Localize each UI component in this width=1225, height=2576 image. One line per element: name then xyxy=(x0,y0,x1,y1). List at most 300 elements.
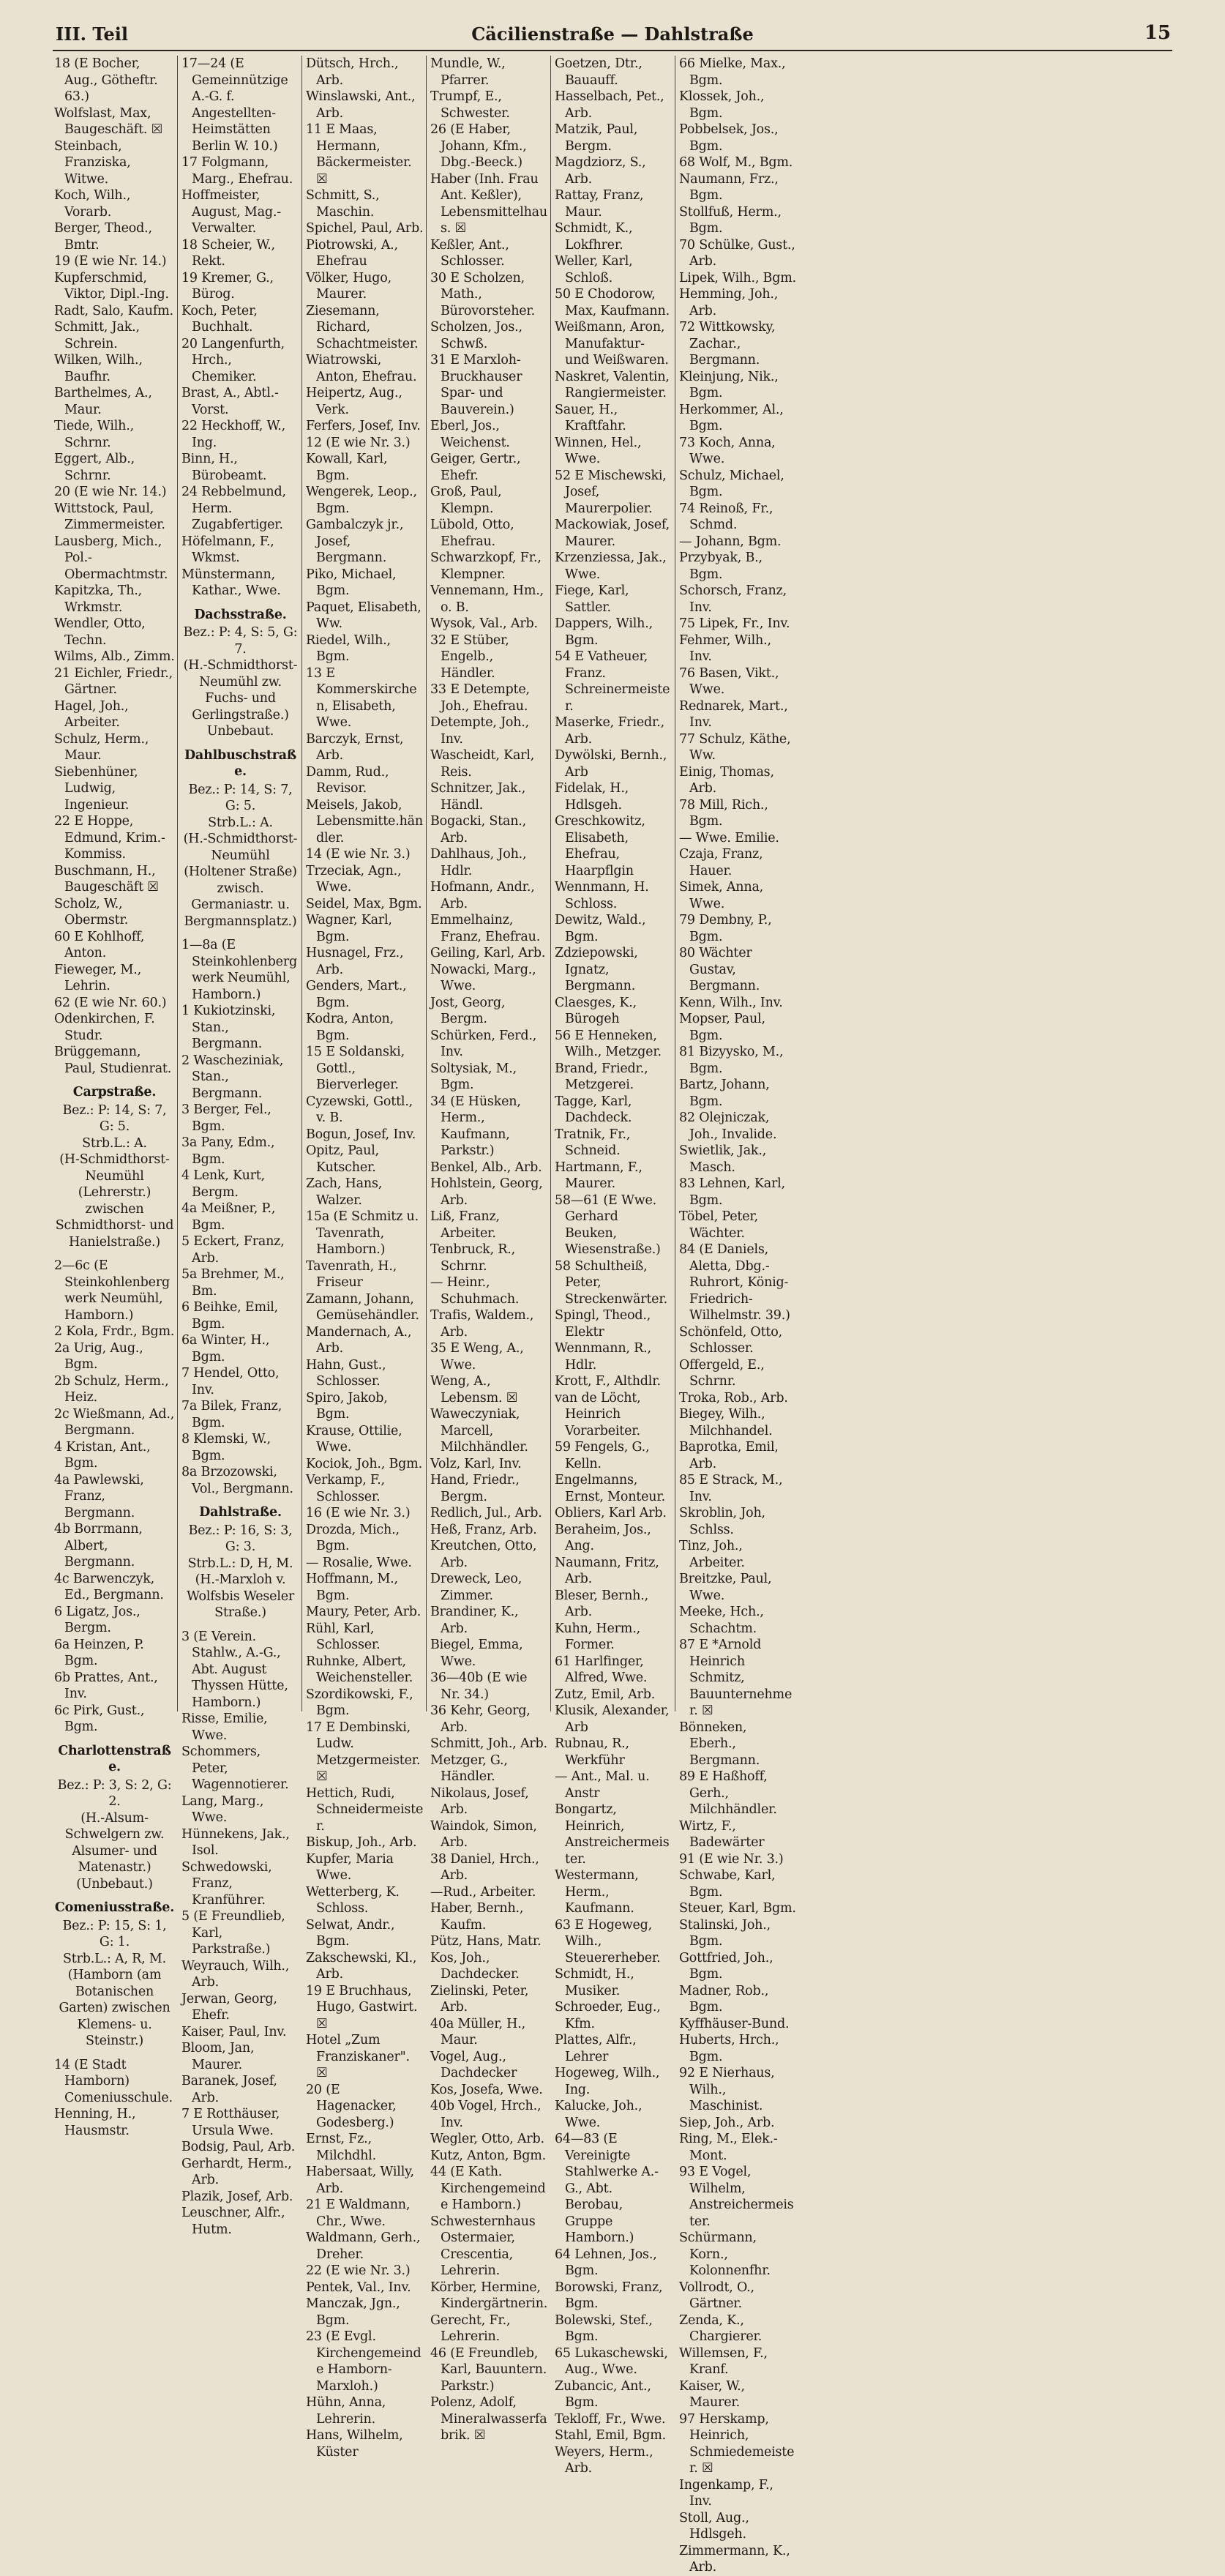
directory-entry: Hogeweg, Wilh., Ing. xyxy=(555,2066,660,2097)
directory-entry: Schmidt, H., Musiker. xyxy=(555,1967,634,1998)
directory-entry: Lübold, Otto, Ehefrau. xyxy=(430,518,514,549)
directory-entry: 70 Schülke, Gust., Arb. xyxy=(679,237,795,269)
directory-entry: Dappers, Wilh., Bgm. xyxy=(555,616,653,648)
street-heading: Dahlbuschstraße. xyxy=(184,747,297,779)
directory-entry: Dewitz, Wald., Bgm. xyxy=(555,913,646,944)
directory-entry: 60 E Kohlhoff, Anton. xyxy=(54,929,145,960)
directory-entry: Stahl, Emil, Bgm. xyxy=(555,2428,666,2443)
directory-entry: Winnen, Hel., Wwe. xyxy=(555,435,642,466)
directory-entry: Gerhardt, Herm., Arb. xyxy=(181,2156,292,2187)
directory-entry: Tratnik, Fr., Schneid. xyxy=(555,1127,631,1158)
directory-entry: Klusik, Alexander, Arb xyxy=(555,1703,670,1735)
directory-entry: 15 E Soldanski, Gottl., Bierverleger. xyxy=(306,1045,405,1092)
street-info: Strb.L.: D, H, M. xyxy=(187,1556,293,1571)
directory-entry: Keßler, Ant., Schlosser. xyxy=(430,237,509,269)
directory-entry: Wysok, Val., Arb. xyxy=(430,616,538,631)
column-3 xyxy=(301,56,426,2460)
directory-entry: Hagel, Joh., Arbeiter. xyxy=(54,698,129,730)
directory-entry: Lausberg, Mich., Pol.-Obermachtmstr. xyxy=(54,534,168,582)
directory-entry: Winslawski, Ant., Arb. xyxy=(306,89,416,121)
directory-entry: Schmitt, Jak., Schrein. xyxy=(54,320,140,351)
directory-entry: 50 E Chodorow, Max, Kaufmann. xyxy=(555,287,670,318)
directory-entry: 20 (E Hagenacker, Godesberg.) xyxy=(306,2082,397,2130)
directory-entry: Hühn, Anna, Lehrerin. xyxy=(306,2395,386,2427)
directory-entry: Höfelmann, F., Wkmst. xyxy=(181,534,274,565)
directory-entry: Husnagel, Frz., Arb. xyxy=(306,946,404,977)
directory-entry: Nowacki, Marg., Wwe. xyxy=(430,962,536,993)
directory-entry: Steinbach, Franziska, Witwe. xyxy=(54,138,131,187)
directory-entry: Ferfers, Josef, Inv. xyxy=(306,419,421,433)
directory-entry: Kreutchen, Otto, Arb. xyxy=(430,1539,537,1570)
directory-entry: 26 (E Haber, Johann, Kfm., Dbg.-Beeck.) xyxy=(430,122,527,170)
directory-entry: 4b Borrmann, Albert, Bergmann. xyxy=(54,1522,143,1569)
directory-entry: Kodra, Anton, Bgm. xyxy=(306,1012,394,1043)
directory-entry: Schorsch, Franz, Inv. xyxy=(679,583,787,615)
street-info: Bez.: P: 3, S: 2, G: 2. xyxy=(57,1777,172,1809)
directory-entry: Hotel „Zum Franziskaner". ☒ xyxy=(306,2033,410,2080)
directory-entry: 24 Rebbelmund, Herm. Zugabfertiger. xyxy=(181,485,286,532)
directory-entry: 17 E Dembinski, Ludw. Metzgermeister. ☒ xyxy=(306,1720,421,1784)
directory-entry: 2—6c (E Steinkohlenbergwerk Neumühl, Hamborn.) xyxy=(54,1258,171,1323)
directory-entry: Heß, Franz, Arb. xyxy=(430,1522,537,1537)
directory-entry: Schmidt, K., Lokfhrer. xyxy=(555,221,633,253)
directory-entry: 89 E Haßhoff, Gerh., Milchhändler. xyxy=(679,1769,777,1817)
directory-entry: 19 Kremer, G., Bürog. xyxy=(181,270,274,302)
directory-entry: 7 Hendel, Otto, Inv. xyxy=(181,1366,280,1397)
directory-entry: Geiling, Karl, Arb. xyxy=(430,946,546,960)
column-1 xyxy=(53,56,177,2138)
directory-entry: Bongartz, Heinrich, Anstreichermeister. xyxy=(555,1802,670,1867)
directory-entry: Leuschner, Alfr., Hutm. xyxy=(181,2206,285,2237)
directory-entry: — Heinr., Schuhmach. xyxy=(430,1275,520,1307)
directory-entry: Gerecht, Fr., Lehrerin. xyxy=(430,2312,511,2344)
directory-entry: Meisels, Jakob, Lebensmitte.händler. xyxy=(306,797,423,845)
directory-entry: Goetzen, Dtr., Bauauff. xyxy=(555,56,643,88)
directory-entry: Barthelmes, A., Maur. xyxy=(54,386,152,417)
street-info: Bez.: P: 14, S: 7, G: 5. xyxy=(188,782,293,813)
directory-entry: Fieweger, M., Lehrin. xyxy=(54,962,142,993)
directory-entry: Waldmann, Gerh., Dreher. xyxy=(306,2230,421,2262)
street-heading: Carpstraße. xyxy=(72,1085,157,1100)
directory-entry: Kos, Joh., Dachdecker. xyxy=(430,1950,520,1982)
directory-entry: Hoffmann, M., Bgm. xyxy=(306,1572,398,1603)
directory-entry: Piko, Michael, Bgm. xyxy=(306,567,397,598)
street-info: (H.-Schmidthorst-Neumühl zw. Fuchs- und Gerlingstraße.) xyxy=(183,658,298,723)
directory-entry: 4c Barwenczyk, Ed., Bergmann. xyxy=(54,1571,164,1602)
directory-entry: Kaiser, W., Maurer. xyxy=(679,2378,745,2410)
directory-entry: Vollrodt, O., Gärtner. xyxy=(679,2280,754,2311)
directory-entry: Naskret, Valentin, Rangiermeister. xyxy=(555,369,670,400)
directory-entry: 18 (E Bocher, Aug., Götheftr. 63.) xyxy=(54,56,158,104)
directory-entry: Hettich, Rudi, Schneidermeister. xyxy=(306,1785,424,1834)
directory-entry: 11 E Maas, Hermann, Bäckermeister. ☒ xyxy=(306,122,412,187)
directory-entry: 14 (E Stadt Hamborn) Comeniusschule. xyxy=(54,2057,173,2105)
street-info: (H.-Alsum-Schwelgern zw. Alsumer- und Matenastr.) xyxy=(64,1810,165,1875)
directory-entry: Schmitt, Joh., Arb. xyxy=(430,1736,547,1751)
directory-entry: Tenbruck, R., Schrnr. xyxy=(430,1242,516,1274)
directory-entry: Selwat, Andr., Bgm. xyxy=(306,1917,395,1949)
directory-entry: Damm, Rud., Revisor. xyxy=(306,764,389,796)
directory-entry: 17—24 (E Gemeinnützige A.-G. f. Angestellten-Heimstätten Berlin W. 10.) xyxy=(181,56,288,154)
directory-entry: 61 Harlfinger, Alfred, Wwe. xyxy=(555,1654,648,1685)
directory-entry: 31 E Marxloh-Bruckhauser Spar- und Bauverein.) xyxy=(430,353,522,417)
street-info: Bez.: P: 14, S: 7, G: 5. xyxy=(62,1102,167,1134)
directory-entry: Soltysiak, M., Bgm. xyxy=(430,1061,517,1092)
street-info: Unbebaut. xyxy=(206,724,274,739)
directory-entry: Claesges, K., Bürogeh xyxy=(555,995,637,1026)
directory-entry: 8a Brzozowski, Vol., Bergmann. xyxy=(181,1465,293,1496)
directory-entry: Bönneken, Eberh., Bergmann. xyxy=(679,1720,760,1768)
directory-entry: Siep, Joh., Arb. xyxy=(679,2115,775,2130)
spacer xyxy=(181,1621,299,1629)
directory-entry: Töbel, Peter, Wächter. xyxy=(679,1209,758,1241)
directory-entry: 30 E Scholzen, Math., Bürovorsteher. xyxy=(430,270,536,318)
directory-entry: Redlich, Jul., Arb. xyxy=(430,1506,542,1520)
directory-entry: Odenkirchen, F. Studr. xyxy=(54,1012,155,1043)
directory-entry: Hofmann, Andr., Arb. xyxy=(430,880,535,911)
directory-entry: Zimmermann, K., Arb. xyxy=(679,2543,790,2575)
directory-entry: Baranek, Josef, Arb. xyxy=(181,2074,277,2105)
directory-entry: Borowski, Franz, Bgm. xyxy=(555,2280,663,2311)
directory-entry: 78 Mill, Rich., Bgm. xyxy=(679,797,768,829)
directory-entry: 1 Kukiotzinski, Stan., Bergmann. xyxy=(181,1004,276,1051)
directory-entry: Weyrauch, Wilh., Arb. xyxy=(181,1958,290,1990)
street-info: Strb.L.: A. xyxy=(208,815,273,830)
column-5 xyxy=(550,56,675,2476)
directory-entry: 58—61 (E Wwe. Gerhard Beuken, Wiesenstraße.) xyxy=(555,1192,661,1257)
directory-entry: Greschkowitz, Elisabeth, Ehefrau, Haarpflgin xyxy=(555,814,645,878)
street-info: Strb.L.: A, R, M. xyxy=(63,1951,166,1966)
directory-entry: 32 E Stüber, Engelb., Händler. xyxy=(430,632,509,681)
directory-entry: 19 E Bruchhaus, Hugo, Gastwirt. ☒ xyxy=(306,1983,418,2031)
directory-entry: 40a Müller, H., Maur. xyxy=(430,2016,525,2047)
directory-entry: Benkel, Alb., Arb. xyxy=(430,1160,542,1175)
directory-entry: Kowall, Karl, Bgm. xyxy=(306,452,388,483)
directory-entry: 8 Klemski, W., Bgm. xyxy=(181,1432,271,1463)
directory-entry: 81 Bizyysko, M., Bgm. xyxy=(679,1045,784,1076)
directory-entry: Fehmer, Wilh., Inv. xyxy=(679,632,771,664)
directory-entry: Wilms, Alb., Zimm. xyxy=(54,649,175,664)
directory-entry: Trzeciak, Agn., Wwe. xyxy=(306,863,402,895)
directory-entry: 83 Lehnen, Karl, Bgm. xyxy=(679,1176,785,1208)
directory-entry: 91 (E wie Nr. 3.) xyxy=(679,1851,784,1867)
directory-entry: 38 Daniel, Hrch., Arb. xyxy=(430,1851,539,1883)
directory-entry: Offergeld, E., Schrnr. xyxy=(679,1357,765,1389)
directory-entry: 2 Kola, Frdr., Bgm. xyxy=(54,1324,175,1339)
directory-entry: Zdziepowski, Ignatz, Bergmann. xyxy=(555,946,638,993)
directory-entry: Troka, Rob., Arb. xyxy=(679,1390,788,1405)
directory-entry: Dywölski, Bernh., Arb xyxy=(555,748,667,780)
directory-entry: Heipertz, Aug., Verk. xyxy=(306,386,402,417)
directory-entry: Lipek, Wilh., Bgm. xyxy=(679,270,796,285)
directory-entry: Emmelhainz, Franz, Ehefrau. xyxy=(430,913,541,944)
directory-entry: Völker, Hugo, Maurer. xyxy=(306,270,392,302)
directory-entry: Tekloff, Fr., Wwe. xyxy=(555,2411,666,2427)
street-info: (Unbebaut.) xyxy=(76,1876,153,1892)
directory-entry: — Ant., Mal. u. Anstr xyxy=(555,1769,650,1801)
directory-entry: 2 Wascheziniak, Stan., Bergmann. xyxy=(181,1053,284,1101)
directory-entry: Kuhn, Herm., Former. xyxy=(555,1621,640,1652)
directory-entry: Trumpf, E., Schwester. xyxy=(430,89,510,121)
directory-entry: Biskup, Joh., Arb. xyxy=(306,1835,417,1850)
directory-entry: Westermann, Herm., Kaufmann. xyxy=(555,1868,639,1916)
part-label: III. Teil xyxy=(56,23,128,45)
directory-entry: Schürken, Ferd., Inv. xyxy=(430,1028,537,1059)
directory-entry: Jost, Georg, Bergm. xyxy=(430,995,506,1026)
directory-entry: 22 (E wie Nr. 3.) xyxy=(306,2263,411,2278)
directory-entry: Einig, Thomas, Arb. xyxy=(679,764,774,796)
directory-entry: Wirtz, F., Badewärter xyxy=(679,1818,765,1850)
directory-entry: Spingl, Theod., Elektr xyxy=(555,1308,651,1340)
directory-entry: Schwedowski, Franz, Kranführer. xyxy=(181,1859,272,1908)
street-info: Bez.: P: 4, S: 5, G: 7. xyxy=(183,625,298,657)
directory-entry: 1—8a (E Steinkohlenbergwerk Neumühl, Hamborn.) xyxy=(181,938,298,1002)
directory-entry: Krause, Ottilie, Wwe. xyxy=(306,1423,402,1455)
directory-entry: Jerwan, Georg, Ehefr. xyxy=(181,1991,277,2023)
directory-entry: Schulz, Michael, Bgm. xyxy=(679,468,784,499)
directory-entry: Kenn, Wilh., Inv. xyxy=(679,995,783,1010)
directory-entry: Biegel, Emma, Wwe. xyxy=(430,1638,523,1669)
directory-entry: 20 Langenfurth, Hrch., Chemiker. xyxy=(181,336,285,384)
directory-entry: Lang, Marg., Wwe. xyxy=(181,1793,264,1825)
directory-entry: Risse, Emilie, Wwe. xyxy=(181,1711,268,1743)
spacer xyxy=(54,1250,175,1258)
directory-entry: 35 E Weng, A., Wwe. xyxy=(430,1341,524,1373)
directory-entry: Zubancic, Ant., Bgm. xyxy=(555,2378,651,2410)
directory-entry: Bogacki, Stan., Arb. xyxy=(430,814,527,845)
directory-entry: 52 E Mischewski, Josef, Maurerpolier. xyxy=(555,468,667,516)
column-6 xyxy=(675,56,799,2575)
street-heading: Dachsstraße. xyxy=(194,607,287,622)
directory-entry: Obliers, Karl Arb. xyxy=(555,1506,667,1520)
directory-entry: Wetterberg, K. Schloss. xyxy=(306,1884,400,1916)
directory-entry: 2a Urig, Aug., Bgm. xyxy=(54,1340,143,1372)
directory-entry: 80 Wächter Gustav, Bergmann. xyxy=(679,946,760,993)
directory-entry: Cyzewski, Gottl., v. B. xyxy=(306,1094,413,1125)
directory-entry: Matzik, Paul, Bergm. xyxy=(555,122,638,154)
directory-entry: Engelmanns, Ernst, Monteur. xyxy=(555,1473,665,1504)
directory-entry: Klossek, Joh., Bgm. xyxy=(679,89,765,121)
directory-entry: Maury, Peter, Arb. xyxy=(306,1605,422,1619)
directory-entry: Weyers, Herm., Arb. xyxy=(555,2444,653,2476)
street-info: Strb.L.: A. xyxy=(82,1135,147,1151)
directory-entry: 3a Pany, Edm., Bgm. xyxy=(181,1135,275,1167)
directory-entry: Schönfeld, Otto, Schlosser. xyxy=(679,1324,782,1356)
directory-entry: Kupfer, Maria Wwe. xyxy=(306,1851,394,1883)
directory-entry: Pentek, Val., Inv. xyxy=(306,2280,411,2295)
directory-entry: Dahlhaus, Joh., Hdlr. xyxy=(430,847,527,878)
directory-entry: Binn, H., Bürobeamt. xyxy=(181,452,267,483)
directory-entry: Swietlik, Jak., Masch. xyxy=(679,1143,767,1175)
street-heading: Comeniusstraße. xyxy=(54,1900,175,1915)
directory-entry: 17 Folgmann, Marg., Ehefrau. xyxy=(181,155,293,187)
directory-entry: Ernst, Fz., Milchdhl. xyxy=(306,2132,377,2163)
directory-entry: Weißmann, Aron, Manufaktur- und Weißwaren. xyxy=(555,320,669,367)
street-info: (H.-Schmidthorst-Neumühl (Holtener Straße) zwisch. Germaniastr. u. Bergmannsplatz.) xyxy=(183,832,298,929)
street-info: Bez.: P: 16, S: 3, G: 3. xyxy=(188,1523,293,1554)
directory-entry: Weller, Karl, Schloß. xyxy=(555,254,633,285)
directory-entry: Pütz, Hans, Matr. xyxy=(430,1934,542,1949)
street-info: (H-Schmidthorst-Neumühl (Lehrerstr.) zwischen Schmidthorst- und Hanielstraße.) xyxy=(55,1152,174,1250)
directory-entry: Zenda, K., Chargierer. xyxy=(679,2312,763,2344)
directory-entry: 3 Berger, Fel., Bgm. xyxy=(181,1102,271,1134)
directory-entry: Gottfried, Joh., Bgm. xyxy=(679,1950,773,1982)
directory-entry: Schwabe, Karl, Bgm. xyxy=(679,1868,776,1900)
directory-entry: Eberl, Jos., Weichenst. xyxy=(430,419,510,450)
directory-entry: Krzenziessa, Jak., Wwe. xyxy=(555,550,667,582)
directory-entry: Schwarzkopf, Fr., Klempner. xyxy=(430,550,542,582)
directory-entry: Münstermann, Kathar., Wwe. xyxy=(181,567,281,598)
directory-entry: 2c Wießmann, Ad., Bergmann. xyxy=(54,1406,175,1438)
street-info: (Hamborn (am Botanischen Garten) zwischen Klemens- u. Steinstr.) xyxy=(59,1968,171,2048)
directory-entry: Bartz, Johann, Bgm. xyxy=(679,1078,770,1109)
directory-entry: Krott, F., Althdlr. xyxy=(555,1374,661,1389)
directory-entry: 5 Eckert, Franz, Arb. xyxy=(181,1234,285,1266)
directory-entry: Madner, Rob., Bgm. xyxy=(679,1983,769,2015)
directory-entry: 6a Heinzen, P. Bgm. xyxy=(54,1637,144,1668)
directory-entry: Wengerek, Leop., Bgm. xyxy=(306,485,417,516)
directory-entry: 6c Pirk, Gust., Bgm. xyxy=(54,1703,145,1734)
directory-entry: 77 Schulz, Käthe, Ww. xyxy=(679,731,791,763)
directory-entry: Vogel, Aug., Dachdecker xyxy=(430,2049,517,2080)
directory-entry: Haber, Bernh., Kaufm. xyxy=(430,1901,524,1933)
directory-entry: 44 (E Kath. Kirchengemeinde Hamborn.) xyxy=(430,2165,546,2212)
page-number: 15 xyxy=(1144,22,1171,44)
directory-entry: Ring, M., Elek.-Mont. xyxy=(679,2132,778,2163)
directory-entry: Bodsig, Paul, Arb. xyxy=(181,2140,296,2154)
directory-entry: Eggert, Alb., Schrnr. xyxy=(54,452,135,483)
directory-entry: 16 (E wie Nr. 3.) xyxy=(306,1506,411,1520)
directory-entry: — Wwe. Emilie. xyxy=(679,830,779,845)
directory-entry: 36—40b (E wie Nr. 34.) xyxy=(430,1670,528,1702)
directory-entry: Opitz, Paul, Kutscher. xyxy=(306,1143,379,1175)
directory-entry: Hohlstein, Georg, Arb. xyxy=(430,1176,543,1208)
directory-entry: Berger, Theod., Bmtr. xyxy=(54,221,152,253)
directory-entry: Willemsen, F., Kranf. xyxy=(679,2345,768,2377)
directory-entry: 93 E Vogel, Wilhelm, Anstreichermeister. xyxy=(679,2165,794,2229)
directory-entry: Stalinski, Joh., Bgm. xyxy=(679,1917,771,1949)
directory-entry: 21 Eichler, Friedr., Gärtner. xyxy=(54,665,173,697)
directory-entry: Kyffhäuser-Bund. xyxy=(679,2016,790,2031)
directory-entry: Liß, Franz, Arbeiter. xyxy=(430,1209,500,1241)
directory-entry: Buschmann, H., Baugeschäft ☒ xyxy=(54,863,159,895)
directory-entry: Genders, Mart., Bgm. xyxy=(306,979,407,1010)
directory-entry: Henning, H., Hausmstr. xyxy=(54,2107,136,2138)
directory-entry: Hand, Friedr., Bergm. xyxy=(430,1473,520,1504)
directory-entry: 66 Mielke, Max., Bgm. xyxy=(679,56,786,88)
directory-entry: Seidel, Max, Bgm. xyxy=(306,896,422,911)
directory-entry: 64 Lehnen, Jos., Bgm. xyxy=(555,2247,657,2278)
directory-entry: Paquet, Elisabeth, Ww. xyxy=(306,600,422,631)
directory-entry: Bloom, Jan, Maurer. xyxy=(181,2041,255,2072)
directory-entry: 19 (E wie Nr. 14.) xyxy=(54,254,167,269)
directory-entry: Habersaat, Willy, Arb. xyxy=(306,2165,414,2196)
directory-entry: Piotrowski, A., Ehefrau xyxy=(306,237,398,269)
directory-entry: Wascheidt, Karl, Reis. xyxy=(430,748,535,780)
directory-entry: Weng, A., Lebensm. ☒ xyxy=(430,1374,518,1405)
directory-entry: 72 Wittkowsky, Zachar., Bergmann. xyxy=(679,320,776,367)
directory-entry: Radt, Salo, Kaufm. xyxy=(54,303,173,318)
directory-entry: Wegler, Otto, Arb. xyxy=(430,2132,544,2146)
page-header xyxy=(53,20,1172,51)
directory-entry: Tavenrath, H., Friseur xyxy=(306,1258,397,1290)
directory-entry: 62 (E wie Nr. 60.) xyxy=(54,995,167,1010)
directory-entry: Hasselbach, Pet., Arb. xyxy=(555,89,664,121)
directory-entry: Riedel, Wilh., Bgm. xyxy=(306,632,391,664)
directory-entry: Rühl, Karl, Schlosser. xyxy=(306,1621,381,1652)
directory-entry: Brüggemann, Paul, Studienrat. xyxy=(54,1045,172,1076)
directory-entry: Kleinjung, Nik., Bgm. xyxy=(679,369,779,400)
directory-entry: 18 Scheier, W., Rekt. xyxy=(181,237,275,269)
directory-entry: Zach, Hans, Walzer. xyxy=(306,1176,383,1208)
directory-entry: Kos, Josefa, Wwe. xyxy=(430,2082,543,2097)
directory-entry: Bolewski, Stef., Bgm. xyxy=(555,2312,653,2344)
directory-entry: Barczyk, Ernst, Arb. xyxy=(306,731,404,763)
directory-entry: 36 Kehr, Georg, Arb. xyxy=(430,1703,531,1735)
directory-entry: Hahn, Gust., Schlosser. xyxy=(306,1357,386,1389)
directory-entry: 54 E Vatheuer, Franz. Schreinermeister. xyxy=(555,649,670,714)
directory-entry: Rubnau, R., Werkführ xyxy=(555,1736,629,1768)
spacer xyxy=(181,930,299,937)
directory-entry: Magdziorz, S., Arb. xyxy=(555,155,646,187)
directory-entry: 84 (E Daniels, Aletta, Dbg.-Ruhrort, König-Friedrich-Wilhelmstr. 39.) xyxy=(679,1242,790,1323)
directory-entry: Volz, Karl, Inv. xyxy=(430,1456,522,1471)
column-2 xyxy=(177,56,301,2237)
directory-entry: Bogun, Josef, Inv. xyxy=(306,1127,416,1142)
directory-entry: Körber, Hermine, Kindergärtnerin. xyxy=(430,2280,548,2311)
directory-entry: Fidelak, H., Hdlsgeh. xyxy=(555,781,629,813)
directory-entry: Brand, Friedr., Metzgerei. xyxy=(555,1061,648,1092)
column-4 xyxy=(426,56,550,2443)
spacer xyxy=(54,2050,175,2057)
page-title: Cäcilienstraße — Dahlstraße xyxy=(471,23,754,45)
directory-entry: Waindok, Simon, Arb. xyxy=(430,1818,537,1850)
directory-entry: Sauer, H., Kraftfahr. xyxy=(555,402,626,433)
directory-entry: Tiede, Wilh., Schrnr. xyxy=(54,419,134,450)
directory-entry: Kutz, Anton, Bgm. xyxy=(430,2148,547,2163)
directory-entry: Kaiser, Paul, Inv. xyxy=(181,2024,287,2039)
directory-entry: Hünnekens, Jak., Isol. xyxy=(181,1826,290,1858)
directory-entry: Dreweck, Leo, Zimmer. xyxy=(430,1572,522,1603)
directory-entry: Fiege, Karl, Sattler. xyxy=(555,583,629,615)
directory-entry: Zamann, Johann, Gemüsehändler. xyxy=(306,1291,419,1323)
directory-entry: Hoffmeister, August, Mag.-Verwalter. xyxy=(181,188,281,236)
directory-entry: Zielinski, Peter, Arb. xyxy=(430,1983,529,2015)
directory-entry: Brandiner, K., Arb. xyxy=(430,1605,519,1636)
directory-entry: Tinz, Joh., Arbeiter. xyxy=(679,1539,745,1570)
directory-entry: Spiro, Jakob, Bgm. xyxy=(306,1390,388,1422)
directory-entry: Beraheim, Jos., Ang. xyxy=(555,1522,651,1553)
directory-entry: Mopser, Paul, Bgm. xyxy=(679,1012,765,1043)
directory-entry: 58 Schultheiß, Peter, Streckenwärter. xyxy=(555,1258,667,1307)
directory-entry: 5 (E Freundlieb, Karl, Parkstraße.) xyxy=(181,1909,285,1957)
directory-entry: 74 Reinoß, Fr., Schmd. xyxy=(679,501,773,532)
directory-entry: 59 Fengels, G., Kelln. xyxy=(555,1440,650,1471)
directory-entry: 34 (E Hüsken, Herm., Kaufmann, Parkstr.) xyxy=(430,1094,521,1158)
directory-entry: Zutz, Emil, Arb. xyxy=(555,1687,656,1702)
directory-entry: 56 E Henneken, Wilh., Metzger. xyxy=(555,1028,662,1059)
directory-entry: 6a Winter, H., Bgm. xyxy=(181,1333,270,1364)
directory-entry: Verkamp, F., Schlosser. xyxy=(306,1473,385,1504)
directory-entry: 3 (E Verein. Stahlw., A.-G., Abt. August Thyssen Hütte, Hamborn.) xyxy=(181,1629,288,1710)
directory-entry: Wendler, Otto, Techn. xyxy=(54,616,146,648)
directory-entry: Tagge, Karl, Dachdeck. xyxy=(555,1094,632,1125)
directory-entry: Ruhnke, Albert, Weichensteller. xyxy=(306,1654,413,1685)
directory-entry: Steuer, Karl, Bgm. xyxy=(679,1901,796,1916)
directory-entry: 40b Vogel, Hrch., Inv. xyxy=(430,2099,542,2130)
directory-entry: Skroblin, Joh, Schlss. xyxy=(679,1506,765,1537)
directory-entry: 13 E Kommerskirchen, Elisabeth, Wwe. xyxy=(306,665,417,730)
